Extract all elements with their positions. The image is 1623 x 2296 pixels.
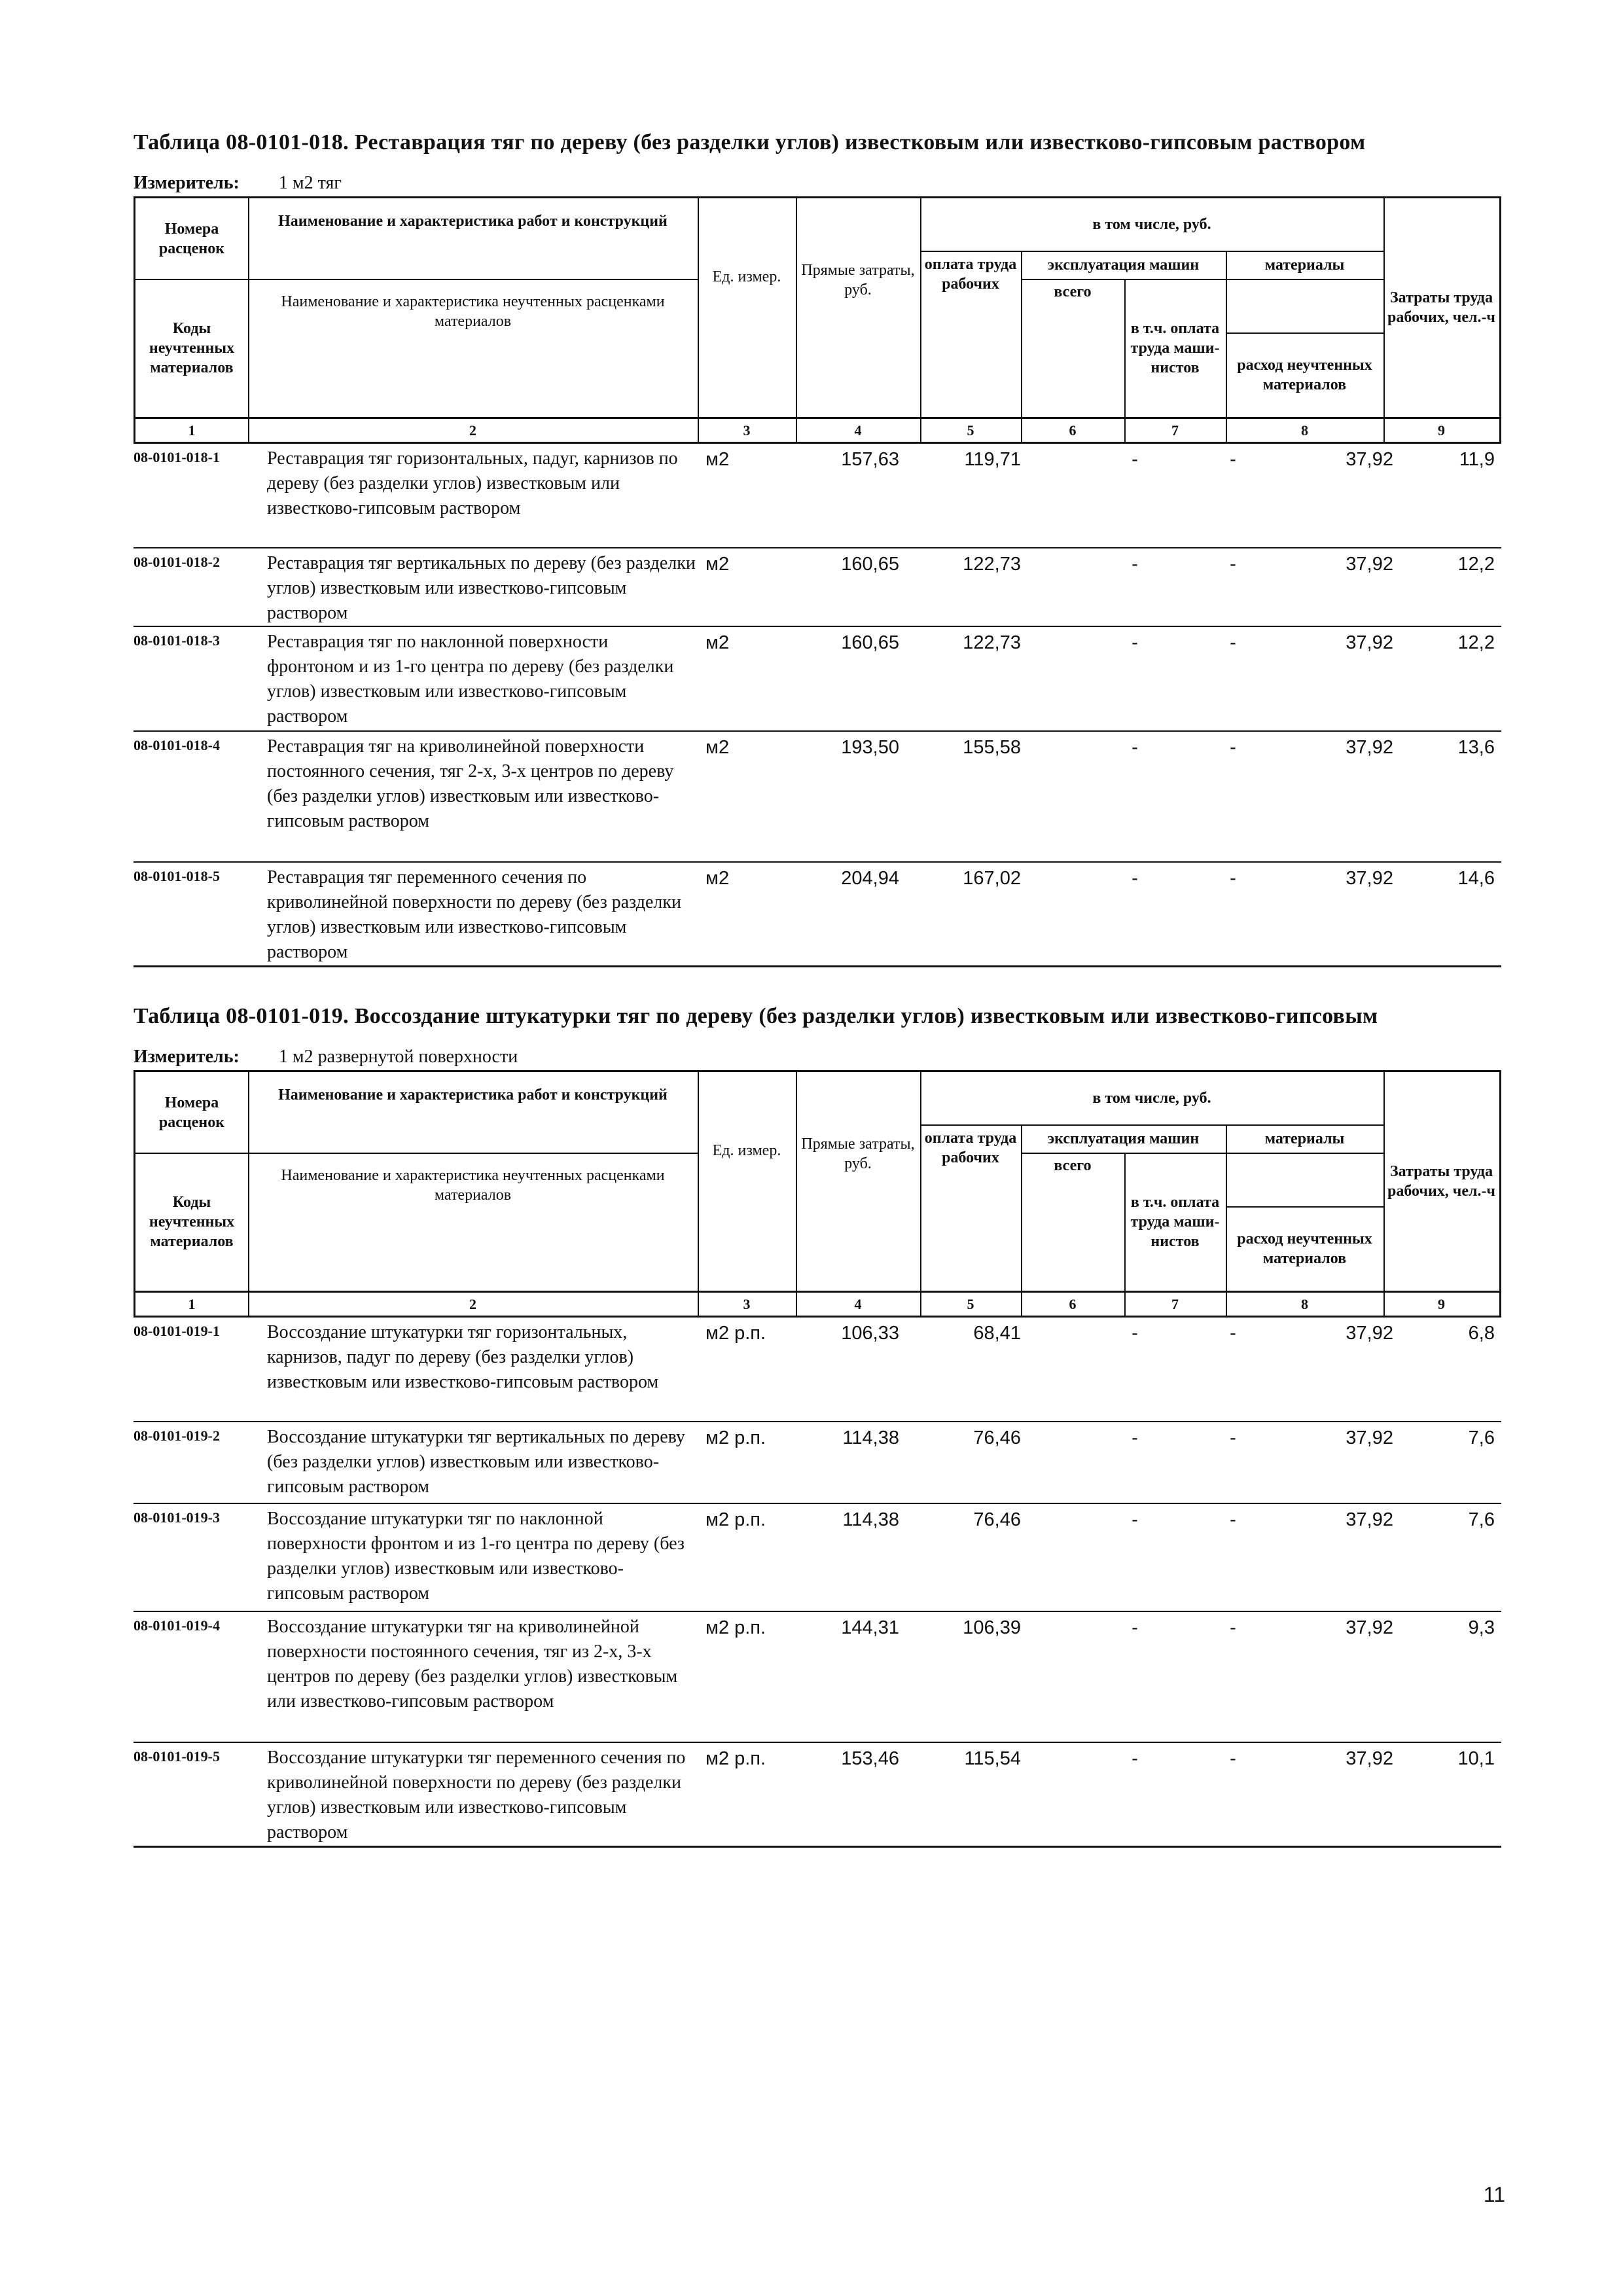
row-materials: 37,92 xyxy=(1346,737,1393,758)
measure-unit: 1 м2 развернутой поверхности xyxy=(278,1047,518,1067)
row-unit: м2 xyxy=(705,737,730,758)
row-machinists: - xyxy=(1230,737,1236,758)
row-hours: 12,2 xyxy=(1457,554,1495,575)
table-row xyxy=(134,732,1501,863)
row-name: Реставрация тяг горизонтальных, падуг, карнизов по дереву (без разделки углов) известковым или известково-гипсовым раствором xyxy=(267,448,678,518)
header-kody: Коды неучтенных материалов xyxy=(149,1193,235,1250)
row-hours: 14,6 xyxy=(1457,868,1495,889)
column-numbers xyxy=(134,1293,1501,1318)
row-hours: 11,9 xyxy=(1459,449,1495,470)
row-machines: - xyxy=(1132,1509,1138,1530)
colnum-1: 1 xyxy=(188,1296,196,1312)
row-code: 08-0101-018-4 xyxy=(134,737,220,753)
colnum-8: 8 xyxy=(1301,422,1308,439)
row-unit: м2 xyxy=(705,554,730,575)
header-v-tom: в том числе, руб. xyxy=(1092,216,1211,233)
row-name: Реставрация тяг вертикальных по дереву (без разделки углов) известковым или известково-гипсовым раствором xyxy=(267,553,696,623)
row-code: 08-0101-019-3 xyxy=(134,1509,220,1526)
table-title xyxy=(134,124,1501,161)
row-direct: 153,46 xyxy=(841,1748,899,1769)
colnum-5: 5 xyxy=(967,422,974,439)
table-row xyxy=(134,863,1501,967)
header-ed: Ед. измер. xyxy=(712,1142,781,1159)
row-name: Воссоздание штукатурки тяг вертикальных по дереву (без разделки углов) известковым или известково-гипсовым раствором xyxy=(267,1427,685,1497)
header-eksp: эксплуатация машин xyxy=(1047,256,1200,274)
row-labor: 76,46 xyxy=(973,1427,1021,1448)
header-vsego: всего xyxy=(1054,1157,1092,1174)
header-naim-rabot: Наименование и характеристика работ и конструкций xyxy=(278,213,668,230)
table-08-0101-018 xyxy=(134,124,1501,967)
row-labor: 122,73 xyxy=(963,632,1021,653)
table-row xyxy=(134,1612,1501,1743)
row-materials: 37,92 xyxy=(1346,1509,1393,1530)
row-name: Реставрация тяг по наклонной поверхности фронтоном и из 1-го центра по дереву (без разделки углов) известковым или известково-гипсовым раствором xyxy=(267,632,674,726)
row-name: Реставрация тяг переменного сечения по криволинейной поверхности по дереву (без разделки углов) известковым или известково-гипсовым раствором xyxy=(267,867,681,962)
header-materialy: материалы xyxy=(1264,256,1345,274)
table-row xyxy=(134,1318,1501,1422)
row-code: 08-0101-018-1 xyxy=(134,449,220,465)
measure-label: Измеритель: xyxy=(134,173,240,193)
header-nomera: Номера расценок xyxy=(158,1094,225,1131)
colnum-6: 6 xyxy=(1069,1296,1077,1312)
colnum-7: 7 xyxy=(1171,422,1179,439)
colnum-8: 8 xyxy=(1301,1296,1308,1312)
row-direct: 106,33 xyxy=(841,1323,899,1344)
table-row xyxy=(134,444,1501,548)
colnum-3: 3 xyxy=(743,1296,751,1312)
row-hours: 12,2 xyxy=(1457,632,1495,653)
row-machines: - xyxy=(1132,554,1138,575)
row-machinists: - xyxy=(1230,554,1236,575)
header-rashod: расход неучтенных материалов xyxy=(1237,356,1372,393)
row-machinists: - xyxy=(1230,1748,1236,1769)
row-machinists: - xyxy=(1230,1323,1236,1344)
row-machinists: - xyxy=(1230,1427,1236,1448)
row-direct: 160,65 xyxy=(841,632,899,653)
row-labor: 76,46 xyxy=(973,1509,1021,1530)
header-zatraty: Затраты труда рабочих, чел.-ч xyxy=(1387,289,1495,326)
header-kody: Коды неучтенных материалов xyxy=(149,319,235,376)
row-materials: 37,92 xyxy=(1346,554,1393,575)
row-name: Воссоздание штукатурки тяг переменного сечения по криволинейной поверхности по дереву (без разделки углов) известковым или известково-гипсовым раствором xyxy=(267,1748,686,1842)
row-direct: 144,31 xyxy=(841,1617,899,1638)
header-pryamye: Прямые затраты, руб. xyxy=(801,1136,915,1172)
header-naim-mat: Наименование и характеристика неучтенных расценками материалов xyxy=(281,293,665,330)
table-header xyxy=(134,1070,1501,1293)
colnum-7: 7 xyxy=(1171,1296,1179,1312)
row-direct: 193,50 xyxy=(841,737,899,758)
row-unit: м2 р.п. xyxy=(705,1323,766,1344)
measure-label: Измеритель: xyxy=(134,1047,240,1067)
colnum-9: 9 xyxy=(1438,1296,1445,1312)
measure-line xyxy=(134,170,1501,196)
row-materials: 37,92 xyxy=(1346,1748,1393,1769)
row-labor: 115,54 xyxy=(964,1748,1021,1769)
row-name: Воссоздание штукатурки тяг горизонтальных, карнизов, падуг по дереву (без разделки углов) известковым или известково-гипсовым раствором xyxy=(267,1322,659,1392)
table-name: Реставрация тяг по дереву (без разделки углов) известковым или известково-гипсовым раствором xyxy=(354,130,1366,154)
row-machines: - xyxy=(1132,737,1138,758)
row-materials: 37,92 xyxy=(1346,1427,1393,1448)
header-vtch: в т.ч. оплата труда маши- нистов xyxy=(1130,319,1220,376)
header-naim-rabot: Наименование и характеристика работ и конструкций xyxy=(278,1086,668,1103)
row-unit: м2 р.п. xyxy=(705,1427,766,1448)
row-hours: 6,8 xyxy=(1468,1323,1495,1344)
table-row xyxy=(134,1504,1501,1612)
row-labor: 167,02 xyxy=(963,868,1021,889)
header-vtch: в т.ч. оплата труда маши- нистов xyxy=(1130,1193,1220,1250)
row-hours: 7,6 xyxy=(1468,1509,1495,1530)
colnum-9: 9 xyxy=(1438,422,1445,439)
header-pryamye: Прямые затраты, руб. xyxy=(801,262,915,298)
table-header xyxy=(134,196,1501,419)
row-machines: - xyxy=(1132,868,1138,889)
row-hours: 7,6 xyxy=(1468,1427,1495,1448)
table-08-0101-019 xyxy=(134,998,1501,1848)
colnum-2: 2 xyxy=(469,1296,476,1312)
header-eksp: эксплуатация машин xyxy=(1047,1130,1200,1147)
row-hours: 9,3 xyxy=(1468,1617,1495,1638)
row-code: 08-0101-018-3 xyxy=(134,632,220,649)
row-unit: м2 р.п. xyxy=(705,1748,766,1769)
measure-line xyxy=(134,1044,1501,1070)
table-label: Таблица 08-0101-019. xyxy=(134,1004,349,1028)
row-hours: 13,6 xyxy=(1457,737,1495,758)
row-materials: 37,92 xyxy=(1346,1323,1393,1344)
row-materials: 37,92 xyxy=(1346,868,1393,889)
header-nomera: Номера расценок xyxy=(158,220,225,257)
row-machines: - xyxy=(1132,1617,1138,1638)
row-machinists: - xyxy=(1230,1509,1236,1530)
header-oplata: оплата труда рабочих xyxy=(924,1130,1017,1166)
table-row xyxy=(134,1422,1501,1504)
row-machines: - xyxy=(1132,1323,1138,1344)
row-code: 08-0101-019-1 xyxy=(134,1323,220,1339)
colnum-2: 2 xyxy=(469,422,476,439)
row-name: Реставрация тяг на криволинейной поверхности постоянного сечения, тяг 2-х, 3-х центров по дереву (без разделки углов) известковым или известково-гипсовым раствором xyxy=(267,736,674,831)
header-naim-mat: Наименование и характеристика неучтенных расценками материалов xyxy=(281,1167,665,1204)
header-vsego: всего xyxy=(1054,283,1092,300)
colnum-4: 4 xyxy=(854,422,862,439)
row-labor: 119,71 xyxy=(964,449,1021,470)
row-name: Воссоздание штукатурки тяг на криволинейной поверхности постоянного сечения, тяг из 2-х, 3-х центров по дереву (без разделки углов) известковым или известково-гипсовым раствором xyxy=(267,1617,678,1712)
row-direct: 157,63 xyxy=(841,449,899,470)
row-direct: 114,38 xyxy=(842,1509,899,1530)
row-unit: м2 xyxy=(705,868,730,889)
header-ed: Ед. измер. xyxy=(712,268,781,285)
header-oplata: оплата труда рабочих xyxy=(924,256,1017,293)
row-labor: 106,39 xyxy=(963,1617,1021,1638)
row-machinists: - xyxy=(1230,1617,1236,1638)
row-labor: 155,58 xyxy=(963,737,1021,758)
row-machinists: - xyxy=(1230,632,1236,653)
row-materials: 37,92 xyxy=(1346,632,1393,653)
row-machines: - xyxy=(1132,449,1138,470)
row-unit: м2 xyxy=(705,632,730,653)
colnum-1: 1 xyxy=(188,422,196,439)
header-zatraty: Затраты труда рабочих, чел.-ч xyxy=(1387,1163,1495,1200)
row-machinists: - xyxy=(1230,868,1236,889)
colnum-3: 3 xyxy=(743,422,751,439)
measure-unit: 1 м2 тяг xyxy=(278,173,342,193)
row-machinists: - xyxy=(1230,449,1236,470)
table-row xyxy=(134,627,1501,732)
header-rashod: расход неучтенных материалов xyxy=(1237,1230,1372,1267)
row-name: Воссоздание штукатурки тяг по наклонной поверхности фронтом и из 1-го центра по дереву (без разделки углов) известковым или известково-гипсовым раствором xyxy=(267,1509,685,1604)
table-name: Воссоздание штукатурки тяг по дереву (без разделки углов) известковым или известково-гипсовым xyxy=(354,1004,1378,1028)
table-label: Таблица 08-0101-018. xyxy=(134,130,349,154)
row-code: 08-0101-018-5 xyxy=(134,868,220,884)
table-body xyxy=(134,444,1501,967)
row-unit: м2 р.п. xyxy=(705,1509,766,1530)
table-title xyxy=(134,998,1501,1035)
row-labor: 68,41 xyxy=(973,1323,1021,1344)
colnum-6: 6 xyxy=(1069,422,1077,439)
row-direct: 204,94 xyxy=(841,868,899,889)
row-code: 08-0101-019-4 xyxy=(134,1617,220,1634)
table-row xyxy=(134,1743,1501,1848)
row-code: 08-0101-019-2 xyxy=(134,1427,220,1444)
row-machines: - xyxy=(1132,632,1138,653)
row-materials: 37,92 xyxy=(1346,449,1393,470)
row-code: 08-0101-019-5 xyxy=(134,1748,220,1765)
row-materials: 37,92 xyxy=(1346,1617,1393,1638)
header-v-tom: в том числе, руб. xyxy=(1092,1090,1211,1107)
row-unit: м2 р.п. xyxy=(705,1617,766,1638)
header-materialy: материалы xyxy=(1264,1130,1345,1147)
row-direct: 160,65 xyxy=(841,554,899,575)
colnum-5: 5 xyxy=(967,1296,974,1312)
row-direct: 114,38 xyxy=(842,1427,899,1448)
column-numbers xyxy=(134,419,1501,444)
page-number: 11 xyxy=(1483,2183,1505,2206)
row-labor: 122,73 xyxy=(963,554,1021,575)
row-machines: - xyxy=(1132,1748,1138,1769)
row-machines: - xyxy=(1132,1427,1138,1448)
row-hours: 10,1 xyxy=(1457,1748,1495,1769)
table-row xyxy=(134,548,1501,627)
row-unit: м2 xyxy=(705,449,730,470)
row-code: 08-0101-018-2 xyxy=(134,554,220,570)
colnum-4: 4 xyxy=(854,1296,862,1312)
table-body xyxy=(134,1318,1501,1848)
